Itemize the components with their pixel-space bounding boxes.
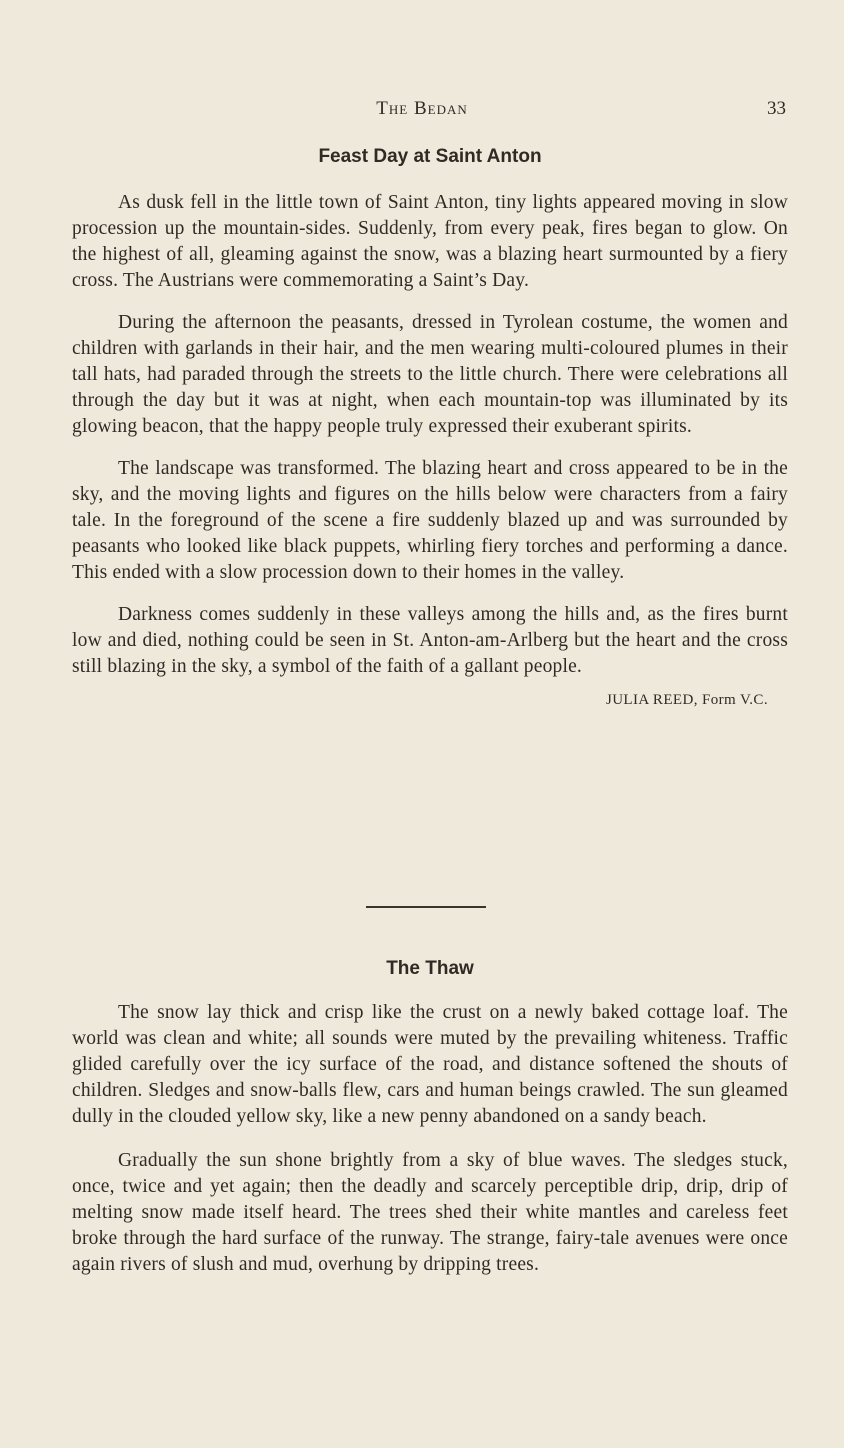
article-title: Feast Day at Saint Anton (318, 146, 542, 167)
paragraph: The snow lay thick and crisp like the crust on a newly baked cottage loaf. The world was clean and white; all sounds were muted by the prevailing whiteness. Traffic glided carefully over the icy surface of the road, and distance softened the shouts of children. Sledges and snow-balls flew, cars and human beings crawled. The sun gleamed dully in the clouded yellow sky, like a new penny abandoned on a sandy beach. (72, 1002, 788, 1127)
article-the-thaw (72, 958, 788, 1278)
journal-title: The Bedan (376, 98, 468, 119)
paragraph: The landscape was transformed. The blazing heart and cross appeared to be in the sky, and the moving lights and figures on the hills below were characters from a fairy tale. In the foreground of the scene a fire suddenly blazed up and was surrounded by peasants who looked like black puppets, whirling fiery torches and performing a dance. This ended with a slow procession down to their homes in the valley. (72, 458, 788, 583)
article-title: The Thaw (386, 958, 474, 979)
page-number: 33 (767, 98, 786, 119)
paragraph: As dusk fell in the little town of Saint Anton, tiny lights appeared moving in slow procession up the mountain-sides. Suddenly, from every peak, fires began to glow. On the highest of all, gleaming against the snow, was a blazing heart surmounted by a fiery cross. The Austrians were commemorating a Saint’s Day. (72, 192, 788, 291)
running-head (0, 92, 844, 122)
section-divider (366, 906, 486, 908)
author-signature: JULIA REED, Form V.C. (605, 692, 768, 708)
paragraph: Gradually the sun shone brightly from a sky of blue waves. The sledges stuck, once, twice and yet again; then the deadly and scarcely perceptible drip, drip, drip of melting snow made itself heard. The trees shed their white mantles and careless feet broke through the hard surface of the runway. The strange, fairy-tale avenues were once again rivers of slush and mud, overhung by dripping trees. (72, 1150, 788, 1275)
article-feast-day (72, 146, 788, 709)
paragraph: During the afternoon the peasants, dressed in Tyrolean costume, the women and children with garlands in their hair, and the men wearing multi-coloured plumes in their tall hats, had paraded through the streets to the little church. There were celebrations all through the day but it was at night, when each mountain-top was illuminated by its glowing beacon, that the happy people truly expressed their exuberant spirits. (72, 312, 788, 437)
paragraph: Darkness comes suddenly in these valleys among the hills and, as the fires burnt low and died, nothing could be seen in St. Anton-am-Arlberg but the heart and the cross still blazing in the sky, a symbol of the faith of a gallant people. (72, 604, 788, 677)
